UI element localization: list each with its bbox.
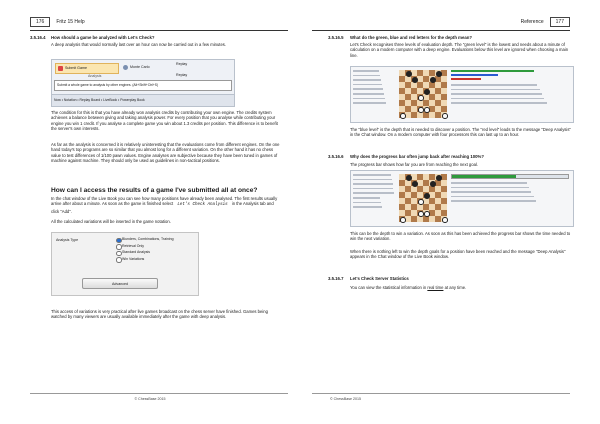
paragraph: This access of variations is very practical after live games broadcast on the chess server have finished. Games being watched by many viewers are usually available immediately after the game with deep analysis. xyxy=(51,309,268,320)
submit-game-button[interactable] xyxy=(55,63,119,74)
section-number: 3.5.16.6 xyxy=(328,154,344,159)
text-line-placeholder xyxy=(353,192,394,194)
paragraph: As far as the analysis is concerned it is relatively uninteresting that the evaluations come from different engines. On the one hand today's top programs are so similar that you almost long for a different variation. On the other hand it has no chess value to test differences of 1/100 pawn values. Engine analyses are subjective because they have been tuned in games of machine against machine. They should only be used as guidelines in non-tactical positions. xyxy=(51,142,280,163)
text-line-placeholder xyxy=(451,102,547,104)
chess-board xyxy=(399,70,447,118)
right-running-title: Reference xyxy=(520,19,544,25)
tooltip-text: Submit a whole game to analysis by other engines. (Alt+Shift+Ctrl+S) xyxy=(57,83,159,87)
text-line-placeholder xyxy=(353,102,386,104)
text-line-placeholder xyxy=(451,84,537,86)
text-line-placeholder xyxy=(353,93,384,95)
analysis-list xyxy=(353,70,397,107)
left-header-rule xyxy=(30,30,288,31)
left-page-number: 176 xyxy=(30,17,50,27)
left-footer: © ChessBase 2015 xyxy=(134,397,166,401)
paragraph xyxy=(350,285,575,290)
text-line-placeholder xyxy=(353,179,392,181)
depth-bar-blue xyxy=(451,74,498,76)
inline-code: Let's Check Analysis xyxy=(177,203,228,208)
text-line-placeholder xyxy=(451,89,540,91)
paragraph: The "blue level" is the depth that is needed to discover a position. The "red level" leads to the message "Deep Analysis" in the Chat window. On a modern computer with four processors this can last up to an hour. xyxy=(350,127,571,138)
radio-selected-icon[interactable] xyxy=(116,238,122,244)
radio-empty-icon[interactable] xyxy=(116,244,122,250)
advanced-button-label: Advanced xyxy=(112,281,128,286)
right-footer-rule xyxy=(312,393,570,394)
subheading: How can I access the results of a game I've submitted all at once? xyxy=(51,187,258,194)
left-running-title: Fritz 15 Help xyxy=(56,19,85,25)
paragraph xyxy=(51,196,283,214)
chess-piece-icon xyxy=(424,211,430,217)
text-line-placeholder xyxy=(451,98,544,100)
chess-piece-icon xyxy=(406,175,412,181)
paragraph-text: You can view the statistical information in xyxy=(350,285,427,290)
text-line-placeholder xyxy=(353,202,381,204)
tab-bar[interactable] xyxy=(52,94,234,107)
text-line-placeholder xyxy=(451,93,542,95)
text-line-placeholder xyxy=(353,84,382,86)
chess-board xyxy=(399,174,447,222)
text-line-placeholder xyxy=(353,79,381,81)
monte-carlo-button[interactable] xyxy=(122,63,158,72)
depth-bar-red xyxy=(451,78,481,80)
paragraph: A deep analysis that would normally last over an hour can now be carried out in a few minutes. xyxy=(51,42,227,47)
radio-label: Retrieval Only xyxy=(122,243,144,248)
right-page xyxy=(300,0,600,424)
text-line-placeholder xyxy=(451,182,527,184)
text-line-placeholder xyxy=(451,196,534,198)
analysis-type-label: Analysis Type xyxy=(56,238,79,242)
chess-piece-icon xyxy=(400,217,406,223)
section-title: What do the green, blue and red letters for the depth mean? xyxy=(350,35,472,40)
chess-piece-icon xyxy=(412,77,418,83)
analysis-type-dialog xyxy=(51,232,199,296)
chess-piece-icon xyxy=(442,217,448,223)
text-line-placeholder xyxy=(451,191,531,193)
text-line-placeholder xyxy=(353,174,391,176)
chess-piece-icon xyxy=(418,95,424,101)
chess-piece-icon xyxy=(406,71,412,77)
section-number: 3.5.16.5 xyxy=(328,35,344,40)
real-time-link[interactable]: real time xyxy=(427,285,444,290)
paragraph: All the calculated variations will be inserted in the game notation. xyxy=(51,219,171,224)
chat-panel xyxy=(451,70,569,107)
radio-label: Blunders, Combinations, Training xyxy=(122,237,174,241)
monte-carlo-icon xyxy=(123,65,128,70)
progress-bar xyxy=(451,174,569,179)
section-title: How should a game be analyzed with Let's Check? xyxy=(51,35,155,40)
text-line-placeholder xyxy=(353,206,382,208)
ribbon-screenshot xyxy=(51,59,235,107)
analysis-list xyxy=(353,174,397,211)
chess-piece-icon xyxy=(436,175,442,181)
radio-empty-icon[interactable] xyxy=(116,257,122,263)
chat-lines xyxy=(451,182,569,202)
replay-label-2[interactable]: Replay xyxy=(176,73,188,77)
chess-piece-icon xyxy=(418,199,424,205)
text-line-placeholder xyxy=(451,187,529,189)
right-header xyxy=(521,16,570,28)
depth-bar-green xyxy=(451,70,534,72)
chess-piece-icon xyxy=(424,193,430,199)
replay-label-1[interactable]: Replay xyxy=(176,62,188,66)
chess-piece-icon xyxy=(424,89,430,95)
text-line-placeholder xyxy=(353,183,393,185)
text-line-placeholder xyxy=(353,188,393,190)
chess-piece-icon xyxy=(418,211,424,217)
paragraph-text: In the chat window of the Live Book you can see how many positions have already been analysed. The first results usually arrive after about a minute. As soon as the game is finished select xyxy=(51,196,278,207)
chess-piece-icon xyxy=(412,181,418,187)
paragraph: Let's Check recognises three levels of evaluation depth. The "green level" is the lowest and needs about a minute of calculation on a modern computer with a deep engine. Evaluations below this level are ignored when choosing a main line. xyxy=(350,42,569,58)
progress-fill xyxy=(452,175,516,178)
text-line-placeholder xyxy=(353,75,380,77)
right-page-number: 177 xyxy=(550,17,570,27)
chess-piece-icon xyxy=(436,71,442,77)
chess-piece-icon xyxy=(430,77,436,83)
advanced-button[interactable] xyxy=(82,278,158,289)
tooltip xyxy=(54,80,232,91)
text-line-placeholder xyxy=(451,200,536,202)
section-number: 3.5.16.4 xyxy=(30,35,46,40)
right-header-rule xyxy=(312,30,570,31)
radio-label: Win Variations xyxy=(122,256,145,261)
chess-piece-icon xyxy=(400,113,406,119)
chess-piece-icon xyxy=(430,181,436,187)
section-title: Let's Check Server Statistics xyxy=(350,276,409,281)
chess-piece-icon xyxy=(424,107,430,113)
right-footer: © ChessBase 2015 xyxy=(330,397,362,401)
radio-empty-icon[interactable] xyxy=(116,251,122,257)
engine-screenshot-2 xyxy=(350,170,574,227)
chat-lines xyxy=(451,84,569,104)
chess-piece-icon xyxy=(418,107,424,113)
submit-icon xyxy=(58,66,63,71)
paragraph-text: at any time. xyxy=(444,285,467,290)
left-footer-rule xyxy=(30,393,288,394)
paragraph: The progress bar shows how far you are from reaching the next goal. xyxy=(350,162,479,167)
radio-label: Standard Analysis xyxy=(122,250,151,254)
analysis-group-label: Analysis xyxy=(88,74,102,78)
chess-piece-icon xyxy=(442,113,448,119)
text-line-placeholder xyxy=(353,88,383,90)
section-number: 3.5.16.7 xyxy=(328,276,344,281)
paragraph: This can be the depth to win a variation. As soon as this has been achieved the progress bar shows the time needed to win the next variation. xyxy=(350,231,571,242)
tab-bar-text: Now • Notation • Replay Board • LiveBook • Powerplay Book xyxy=(54,98,145,102)
monte-carlo-label: Monte Carlo xyxy=(130,65,150,69)
chat-panel xyxy=(451,174,569,205)
text-line-placeholder xyxy=(353,98,385,100)
text-line-placeholder xyxy=(353,70,379,72)
section-title: Why does the progress bar often jump back after reaching 100%? xyxy=(350,154,484,159)
text-line-placeholder xyxy=(353,197,380,199)
submit-game-label: Submit Game xyxy=(65,66,87,70)
paragraph-text: in the Analysis tab and click "Add". xyxy=(51,201,274,214)
engine-screenshot-1 xyxy=(350,66,574,123)
paragraph: The condition for this is that you have already won analysis credits by contributing your own engine. The credits system achieves a balance between giving and taking analysis power. For every position that you analyse while contributing your engine you win 1 credit. If you analyse a complete game you win about 1.3 credits per position. This difference is to benefit the server's own interests. xyxy=(51,110,278,131)
left-header xyxy=(30,16,85,28)
paragraph: When there is nothing left to win the depth goals for a position have been reached and the message "Deep Analysis" appears in the Chat window of the Live Book window. xyxy=(350,249,566,260)
